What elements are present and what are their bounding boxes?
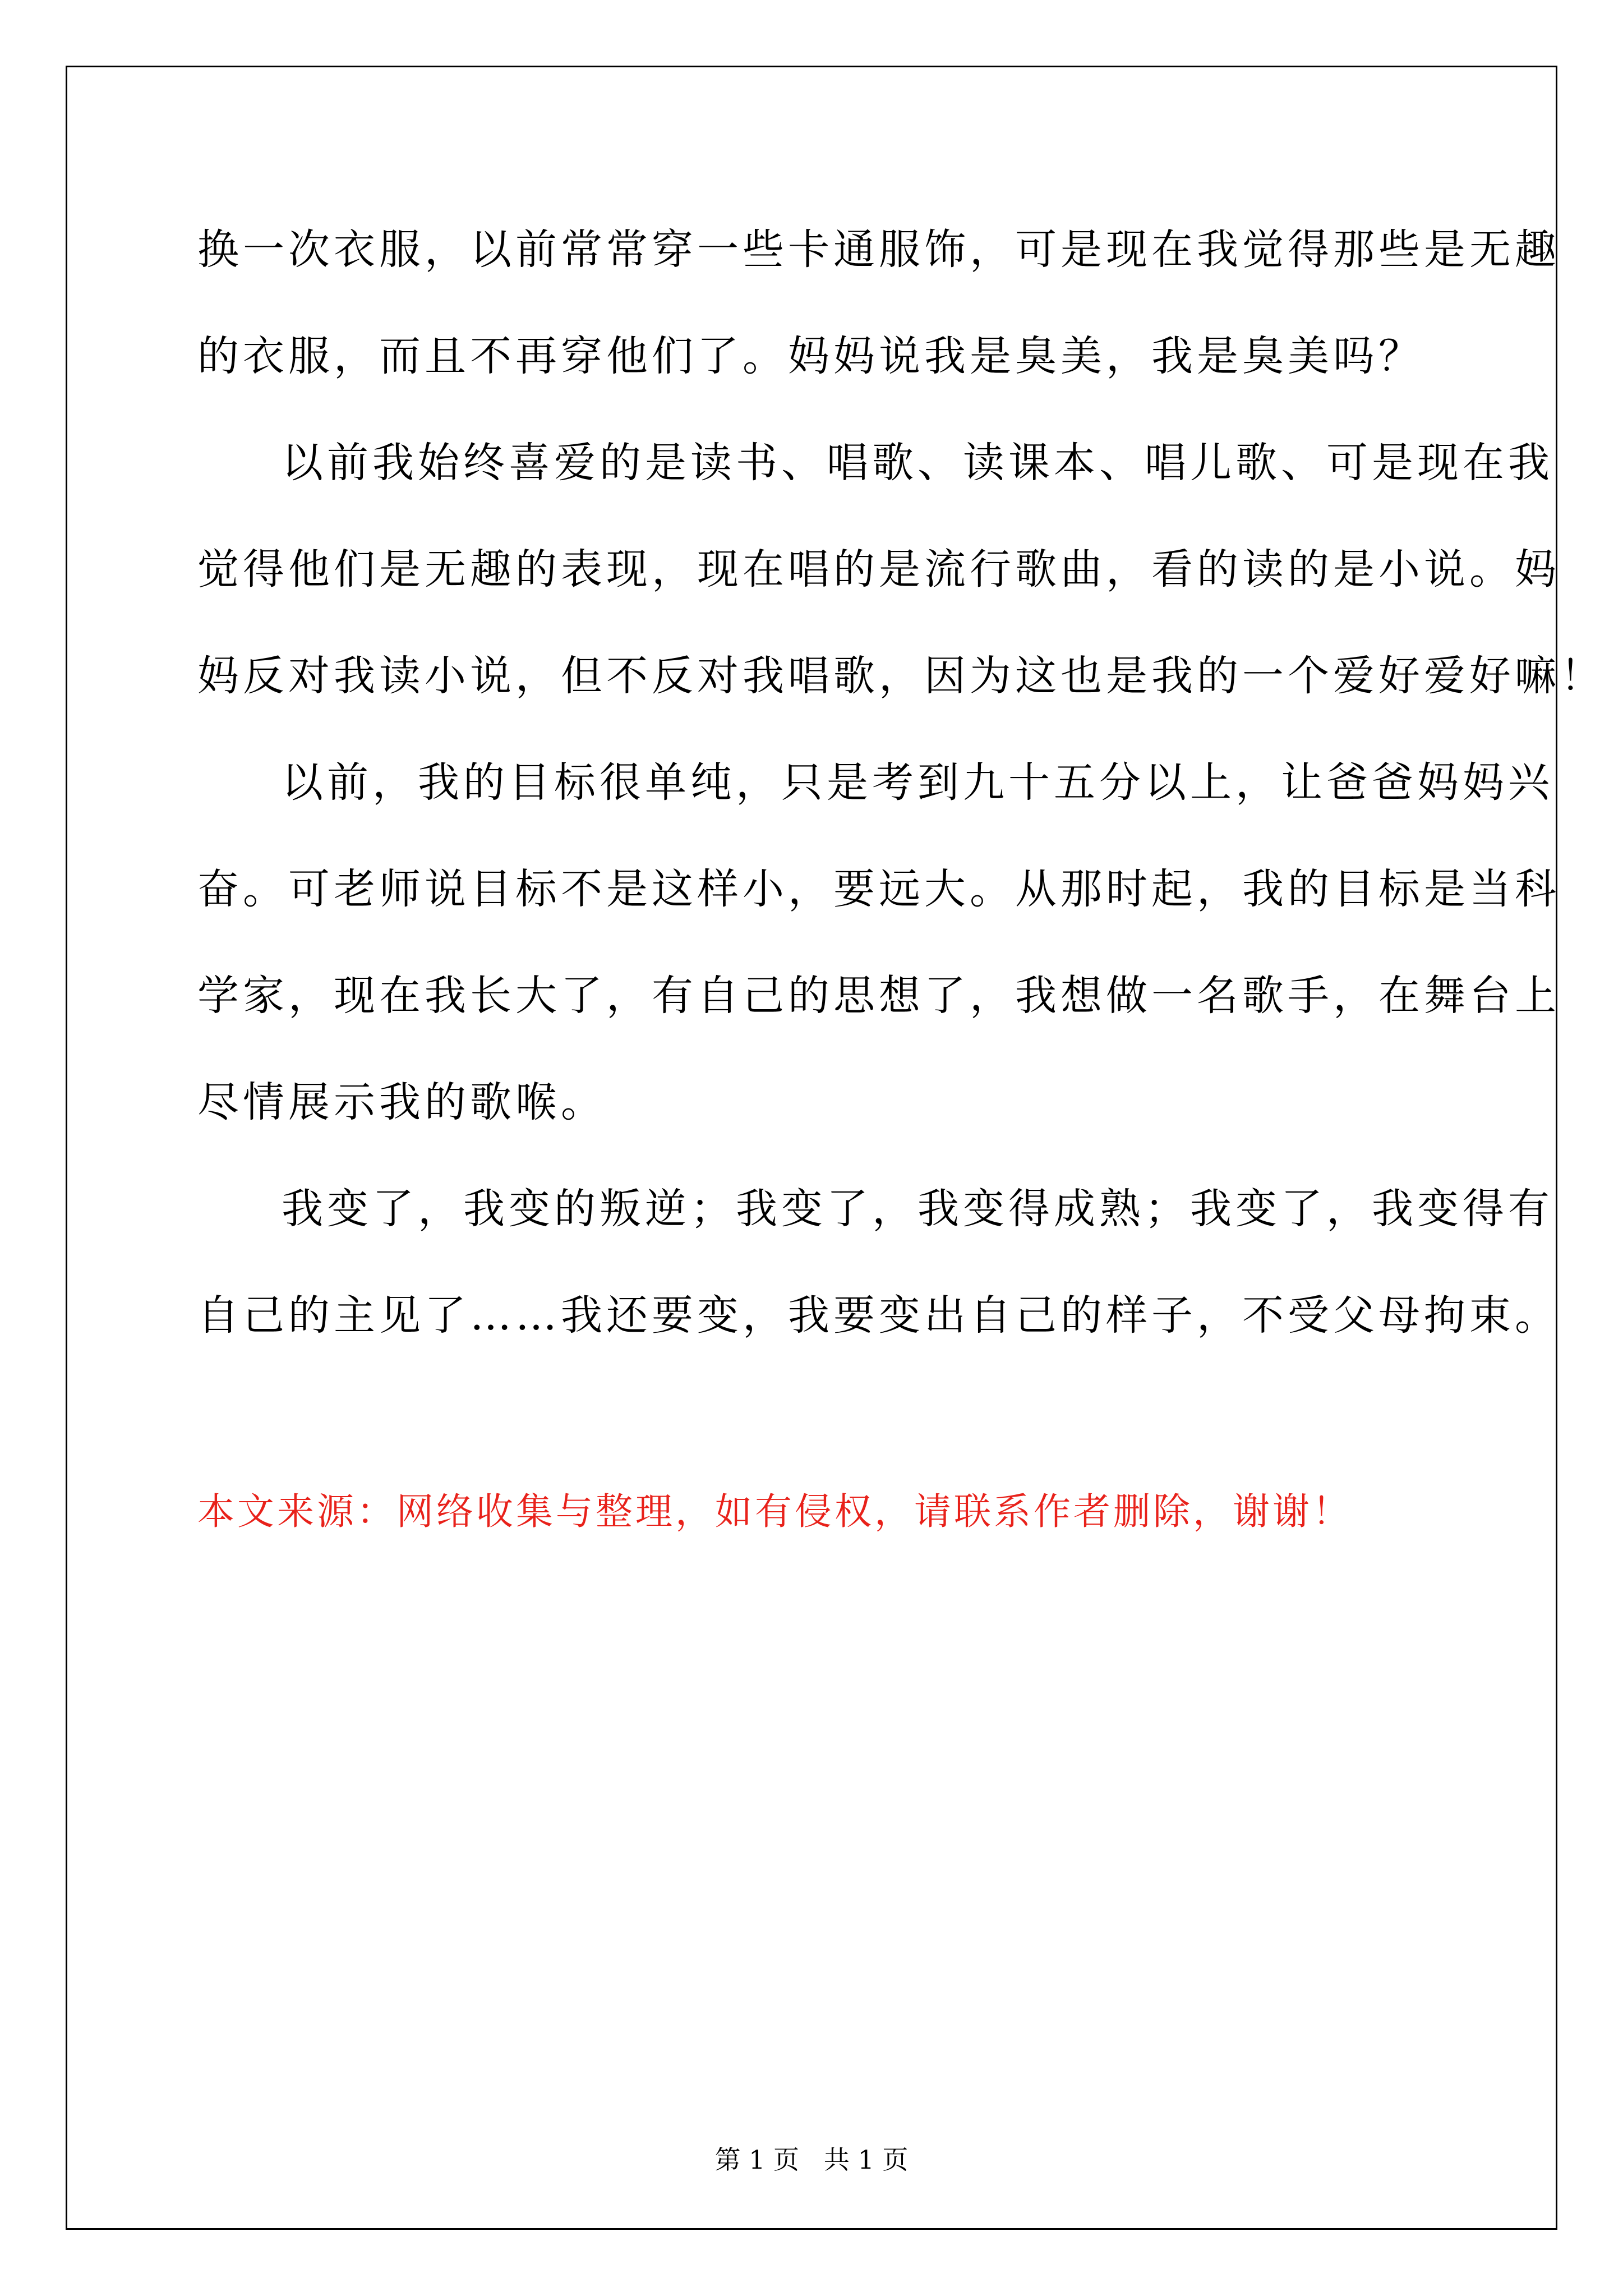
text-line: 尽情展示我的歌喉。 — [197, 1078, 606, 1126]
text-line: 以前，我的目标很单纯，只是考到九十五分以上，让爸爸妈妈兴 — [282, 758, 1553, 807]
text-line: 自己的主见了……我还要变，我要变出自己的样子，不受父母拘束。 — [197, 1291, 1560, 1340]
document-body — [197, 213, 1606, 1386]
text-line: 换一次衣服，以前常常穿一些卡通服饰，可是现在我觉得那些是无趣 — [197, 226, 1560, 274]
text-line: 觉得他们是无趣的表现，现在唱的是流行歌曲，看的读的是小说。妈 — [197, 545, 1560, 593]
text-line: 妈反对我读小说，但不反对我唱歌，因为这也是我的一个爱好爱好嘛！ — [197, 652, 1606, 700]
text-line: 我变了，我变的叛逆；我变了，我变得成熟；我变了，我变得有 — [282, 1185, 1553, 1233]
text-line: 以前我始终喜爱的是读书、唱歌、读课本、唱儿歌、可是现在我 — [282, 439, 1553, 487]
text-line: 奋。可老师说目标不是这样小，要远大。从那时起，我的目标是当科 — [197, 865, 1560, 913]
text-line: 学家，现在我长大了，有自己的思想了，我想做一名歌手，在舞台上 — [197, 972, 1560, 1020]
source-note: 本文来源：网络收集与整理，如有侵权，请联系作者删除，谢谢！ — [197, 1490, 1352, 1533]
text-line: 的衣服，而且不再穿他们了。妈妈说我是臭美，我是臭美吗？ — [197, 332, 1424, 380]
page-footer: 第 1 页 共 1 页 — [714, 2145, 909, 2175]
